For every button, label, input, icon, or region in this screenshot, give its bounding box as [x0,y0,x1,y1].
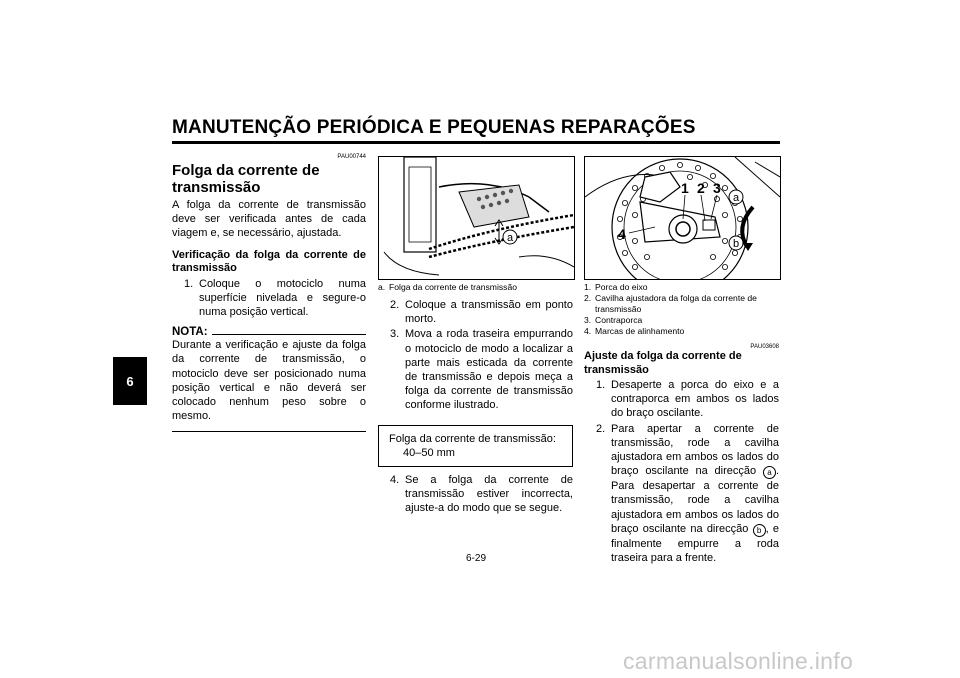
figure-label-1: 1 [681,180,689,196]
spec-label: Folga da corrente de transmissão: [389,432,556,445]
column-3 [584,344,779,565]
page-number: 6-29 [466,553,487,564]
column-1 [172,154,366,432]
list-number: 2. [390,299,400,311]
caption-row [378,282,578,293]
list-item [584,422,779,566]
figure-label-a: a [506,232,514,244]
list-number: 2. [596,422,606,435]
caption-text: Cavilha ajustadora da folga da corrente de transmissão [595,293,757,314]
caption-number: 1. [584,282,592,292]
step-text-part: , e finalmente empurre a roda traseira para a frente. [611,522,779,565]
figure-label-a: a [732,192,740,204]
figure-label-3: 3 [713,180,721,196]
section-heading: Folga da corrente de transmissão [172,162,320,196]
page-title: MANUTENÇÃO PERIÓDICA E PEQUENAS REPARAÇÕES [172,117,696,138]
figure-label-2: 2 [697,180,705,196]
list-number: 4. [390,473,400,486]
chain-adjuster-figure [584,156,781,280]
list-item [378,327,573,412]
list-number: 3. [390,328,400,341]
note-text: Durante a verificação e ajuste da folga da corrente de transmissão, o motociclo deve ser posicionado numa posição vertical e não deverá ser colocado nenhum peso sobre o mesmo. [172,339,366,423]
list-item [378,298,573,326]
figure-label-b: b [732,238,740,250]
list-text: Coloque a transmissão em ponto morto. [405,299,573,326]
chain-adjuster-illustration [585,157,780,279]
caption-row [584,293,780,315]
section-tab: 6 [113,357,147,405]
figure-caption [584,282,780,337]
watermark: carmanualsonline.info [623,648,854,674]
note-end-rule [172,431,366,432]
note-header [172,326,366,338]
caption-text: Contraporca [595,315,643,325]
list-text: Coloque o motociclo numa superfície nivelada e segure-o numa posição vertical. [199,277,366,319]
note-label: NOTA: [172,326,208,339]
caption-number: 4. [584,326,592,336]
subheading-adjust: Ajuste da folga da corrente de transmissão [584,350,742,376]
direction-a-marker: a [763,466,776,479]
spec-box [378,425,573,467]
caption-letter: a. [378,282,386,292]
chain-slack-figure [378,156,575,280]
caption-number: 2. [584,293,592,303]
caption-row [584,326,780,337]
list-text: Se a folga da corrente de transmissão estiver incorrecta, ajuste-a do modo que se segue. [405,473,573,515]
note-line [212,334,366,335]
list-number: 1. [184,277,194,290]
step-text-part: . Para desapertar a corrente de transmissão, rode a cavilha ajustadora em ambos os lados do braço oscilante na direcção [611,465,779,535]
direction-b-marker: b [753,524,766,537]
subheading-check: Verificação da folga da corrente de transmissão [172,248,366,275]
list-text [611,423,779,564]
figure-caption [378,282,578,293]
list-item [172,277,366,320]
list-text: Desaperte a porca do eixo e a contraporca em ambos os lados do braço oscilante. [611,379,779,420]
caption-text: Marcas de alinhamento [595,326,685,336]
caption-text: Folga da corrente de transmissão [389,282,518,292]
caption-row [584,282,780,293]
reference-code: PAU00744 [337,154,366,160]
chain-slack-illustration [379,157,574,279]
caption-number: 3. [584,315,592,325]
list-number: 1. [596,379,606,391]
caption-row [584,315,780,326]
reference-code: PAU03608 [750,344,779,350]
figure-label-4: 4 [618,226,626,242]
list-item [378,473,573,516]
column-2 [378,298,573,515]
list-text: Mova a roda traseira empurrando o motociclo de modo a localizar a parte mais esticada da corrente de transmissão e depois meça a folga da corrente de transmissão conforme ilustrado. [405,328,573,412]
title-rule [172,141,780,144]
intro-paragraph: A folga da corrente de transmissão deve ser verificada antes de cada viagem e, se necessário, ajustada. [172,199,366,240]
caption-text: Porca do eixo [595,282,648,292]
list-item [584,378,779,421]
spec-value: 40–50 mm [403,446,455,459]
step-text-part: Para apertar a corrente de transmissão, rode a cavilha ajustadora em ambos os lados do braço oscilante na direcção [611,422,779,478]
